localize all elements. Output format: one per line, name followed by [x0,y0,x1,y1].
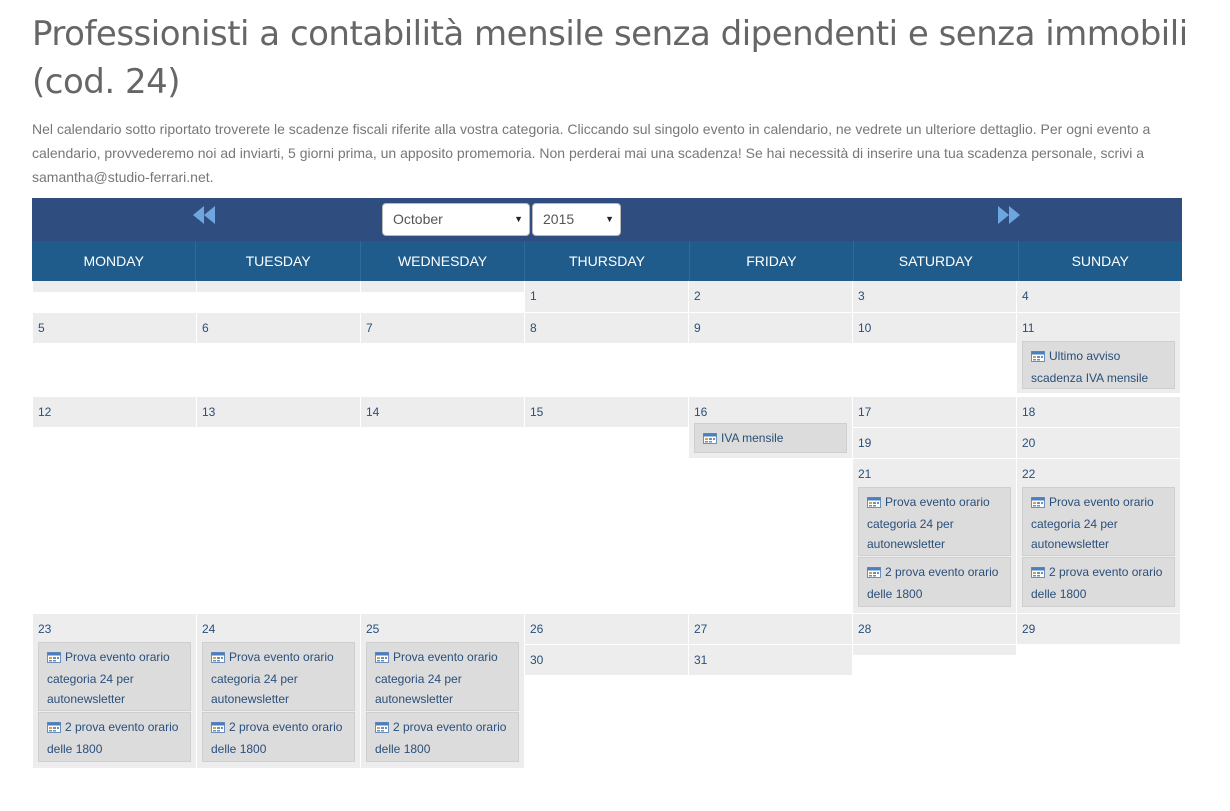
day-cell-7[interactable] [361,313,524,343]
day-cell-18[interactable] [1017,397,1180,427]
event-prova-categoria-24[interactable] [366,642,519,711]
chevron-down-icon: ▼ [514,214,523,224]
event-label: 2 prova evento orario delle 1800 [1031,565,1163,601]
empty-day-cell [361,281,524,292]
weekday-thursday: THURSDAY [525,241,689,281]
day-number: 29 [1022,622,1036,636]
event-label: Prova evento orario categoria 24 per autonewsletter [1031,495,1154,551]
empty-day-cell [33,281,196,292]
day-cell-5[interactable] [33,313,196,343]
day-cell-29[interactable] [1017,614,1180,644]
event-label: IVA mensile [721,431,784,445]
day-number: 26 [530,622,544,636]
event-prova-1800[interactable] [858,557,1011,607]
day-cell-26[interactable] [525,614,688,644]
event-label: 2 prova evento orario delle 1800 [47,720,179,756]
intro-text: Nel calendario sotto riportato troverete le scadenze fiscali riferite alla vostra categoria. Cliccando sul singolo evento in calendario, ne vedrete un ulteriore dettaglio. Per ogni evento a calendario, provvederemo noi ad inviarti, 5 giorni prima, un apposito promemoria. Non perderai mai una scadenza! Se hai necessità di inserire una tua scadenza personale, scrivi a samantha@studio-ferrari.net. [32,121,1151,185]
weekday-monday: MONDAY [32,241,196,281]
event-label: Prova evento orario categoria 24 per autonewsletter [867,495,990,551]
empty-day-cell [197,281,360,292]
day-cell-10[interactable] [853,313,1016,343]
prev-month-arrow-icon[interactable] [193,206,215,224]
day-number: 23 [38,622,52,636]
day-number: 3 [858,289,865,303]
calendar-event-icon [375,649,389,669]
day-cell-13[interactable] [197,397,360,427]
calendar-event-icon [211,649,225,669]
event-label: Prova evento orario categoria 24 per autonewsletter [211,650,334,706]
event-label: 2 prova evento orario delle 1800 [211,720,343,756]
weekday-sunday: SUNDAY [1071,253,1129,269]
weekday-friday: FRIDAY [690,241,854,281]
day-number: 17 [858,405,872,419]
day-cell-3[interactable] [853,281,1016,312]
event-prova-categoria-24[interactable] [1022,487,1175,556]
day-number: 6 [202,321,209,335]
day-number: 27 [694,622,708,636]
empty-day-cell [853,645,1016,655]
page-title: Professionisti a contabilità mensile senza dipendenti e senza immobili (cod. 24) [32,14,1188,102]
day-number: 20 [1022,436,1036,450]
event-prova-1800[interactable] [38,712,191,762]
weekday-wednesday: WEDNESDAY [361,241,525,281]
day-number: 19 [858,436,872,450]
day-number: 11 [1022,321,1035,335]
day-number: 5 [38,321,45,335]
event-label: Ultimo avviso scadenza IVA mensile [1031,349,1149,385]
event-label: Prova evento orario categoria 24 per autonewsletter [47,650,170,706]
day-number: 30 [530,653,544,667]
day-cell-9[interactable] [689,313,852,343]
day-number: 14 [366,405,380,419]
calendar-event-icon [1031,564,1045,584]
day-number: 15 [530,405,544,419]
day-cell-20[interactable] [1017,428,1180,458]
calendar-event-icon [867,564,881,584]
event-prova-1800[interactable] [366,712,519,762]
event-label: 2 prova evento orario delle 1800 [867,565,999,601]
day-cell-8[interactable] [525,313,688,343]
day-cell-12[interactable] [33,397,196,427]
day-cell-27[interactable] [689,614,852,644]
day-number: 12 [38,405,52,419]
day-cell-21[interactable] [853,459,1016,613]
day-cell-25[interactable] [361,614,524,768]
day-number: 1 [530,289,537,303]
day-cell-17[interactable] [853,397,1016,427]
month-select[interactable] [382,203,530,236]
day-cell-22[interactable] [1017,459,1180,613]
event-prova-categoria-24[interactable] [858,487,1011,556]
day-number: 2 [694,289,701,303]
calendar-event-icon [1031,348,1045,368]
calendar-event-icon [867,494,881,514]
day-number: 13 [202,405,216,419]
day-number: 25 [366,622,380,636]
day-number: 16 [694,405,708,419]
calendar-event-icon [47,719,61,739]
calendar [32,198,1182,811]
day-cell-28[interactable] [853,614,1016,644]
day-cell-19[interactable] [853,428,1016,458]
next-month-arrow-icon[interactable] [998,206,1020,224]
event-prova-categoria-24[interactable] [38,642,191,711]
day-cell-16[interactable] [689,397,852,458]
year-select-value: 2015 [543,211,575,227]
day-number: 24 [202,622,216,636]
day-cell-4[interactable] [1017,281,1180,312]
day-cell-23[interactable] [33,614,196,768]
day-cell-1[interactable] [525,281,688,312]
calendar-event-icon [375,719,389,739]
calendar-event-icon [47,649,61,669]
day-cell-2[interactable] [689,281,852,312]
calendar-event-icon [1031,494,1045,514]
weekday-header [32,241,1182,281]
event-ultimo-avviso-iva[interactable] [1022,341,1175,389]
day-number: 21 [858,467,872,481]
day-number: 31 [694,653,708,667]
event-prova-categoria-24[interactable] [202,642,355,711]
year-select[interactable] [532,203,621,236]
event-prova-1800[interactable] [202,712,355,762]
calendar-nav [32,198,1182,241]
day-cell-24[interactable] [197,614,360,768]
weekday-saturday: SATURDAY [854,241,1018,281]
month-select-value: October [393,211,443,227]
day-number: 28 [858,622,872,636]
event-prova-1800[interactable] [1022,557,1175,607]
day-cell-14[interactable] [361,397,524,427]
day-number: 10 [858,321,872,335]
day-cell-6[interactable] [197,313,360,343]
day-number: 4 [1022,289,1029,303]
chevron-down-icon: ▼ [605,214,614,224]
day-number: 8 [530,321,537,335]
day-number: 18 [1022,405,1036,419]
day-cell-11[interactable] [1017,313,1180,393]
day-number: 9 [694,321,701,335]
calendar-event-icon [703,430,717,450]
day-cell-30[interactable] [525,645,688,675]
weekday-tuesday: TUESDAY [196,241,360,281]
calendar-grid [32,281,1182,811]
day-cell-15[interactable] [525,397,688,427]
day-cell-31[interactable] [689,645,852,675]
day-number: 7 [366,321,373,335]
event-label: Prova evento orario categoria 24 per autonewsletter [375,650,498,706]
event-label: 2 prova evento orario delle 1800 [375,720,507,756]
event-iva-mensile[interactable] [694,423,847,453]
calendar-event-icon [211,719,225,739]
day-number: 22 [1022,467,1036,481]
